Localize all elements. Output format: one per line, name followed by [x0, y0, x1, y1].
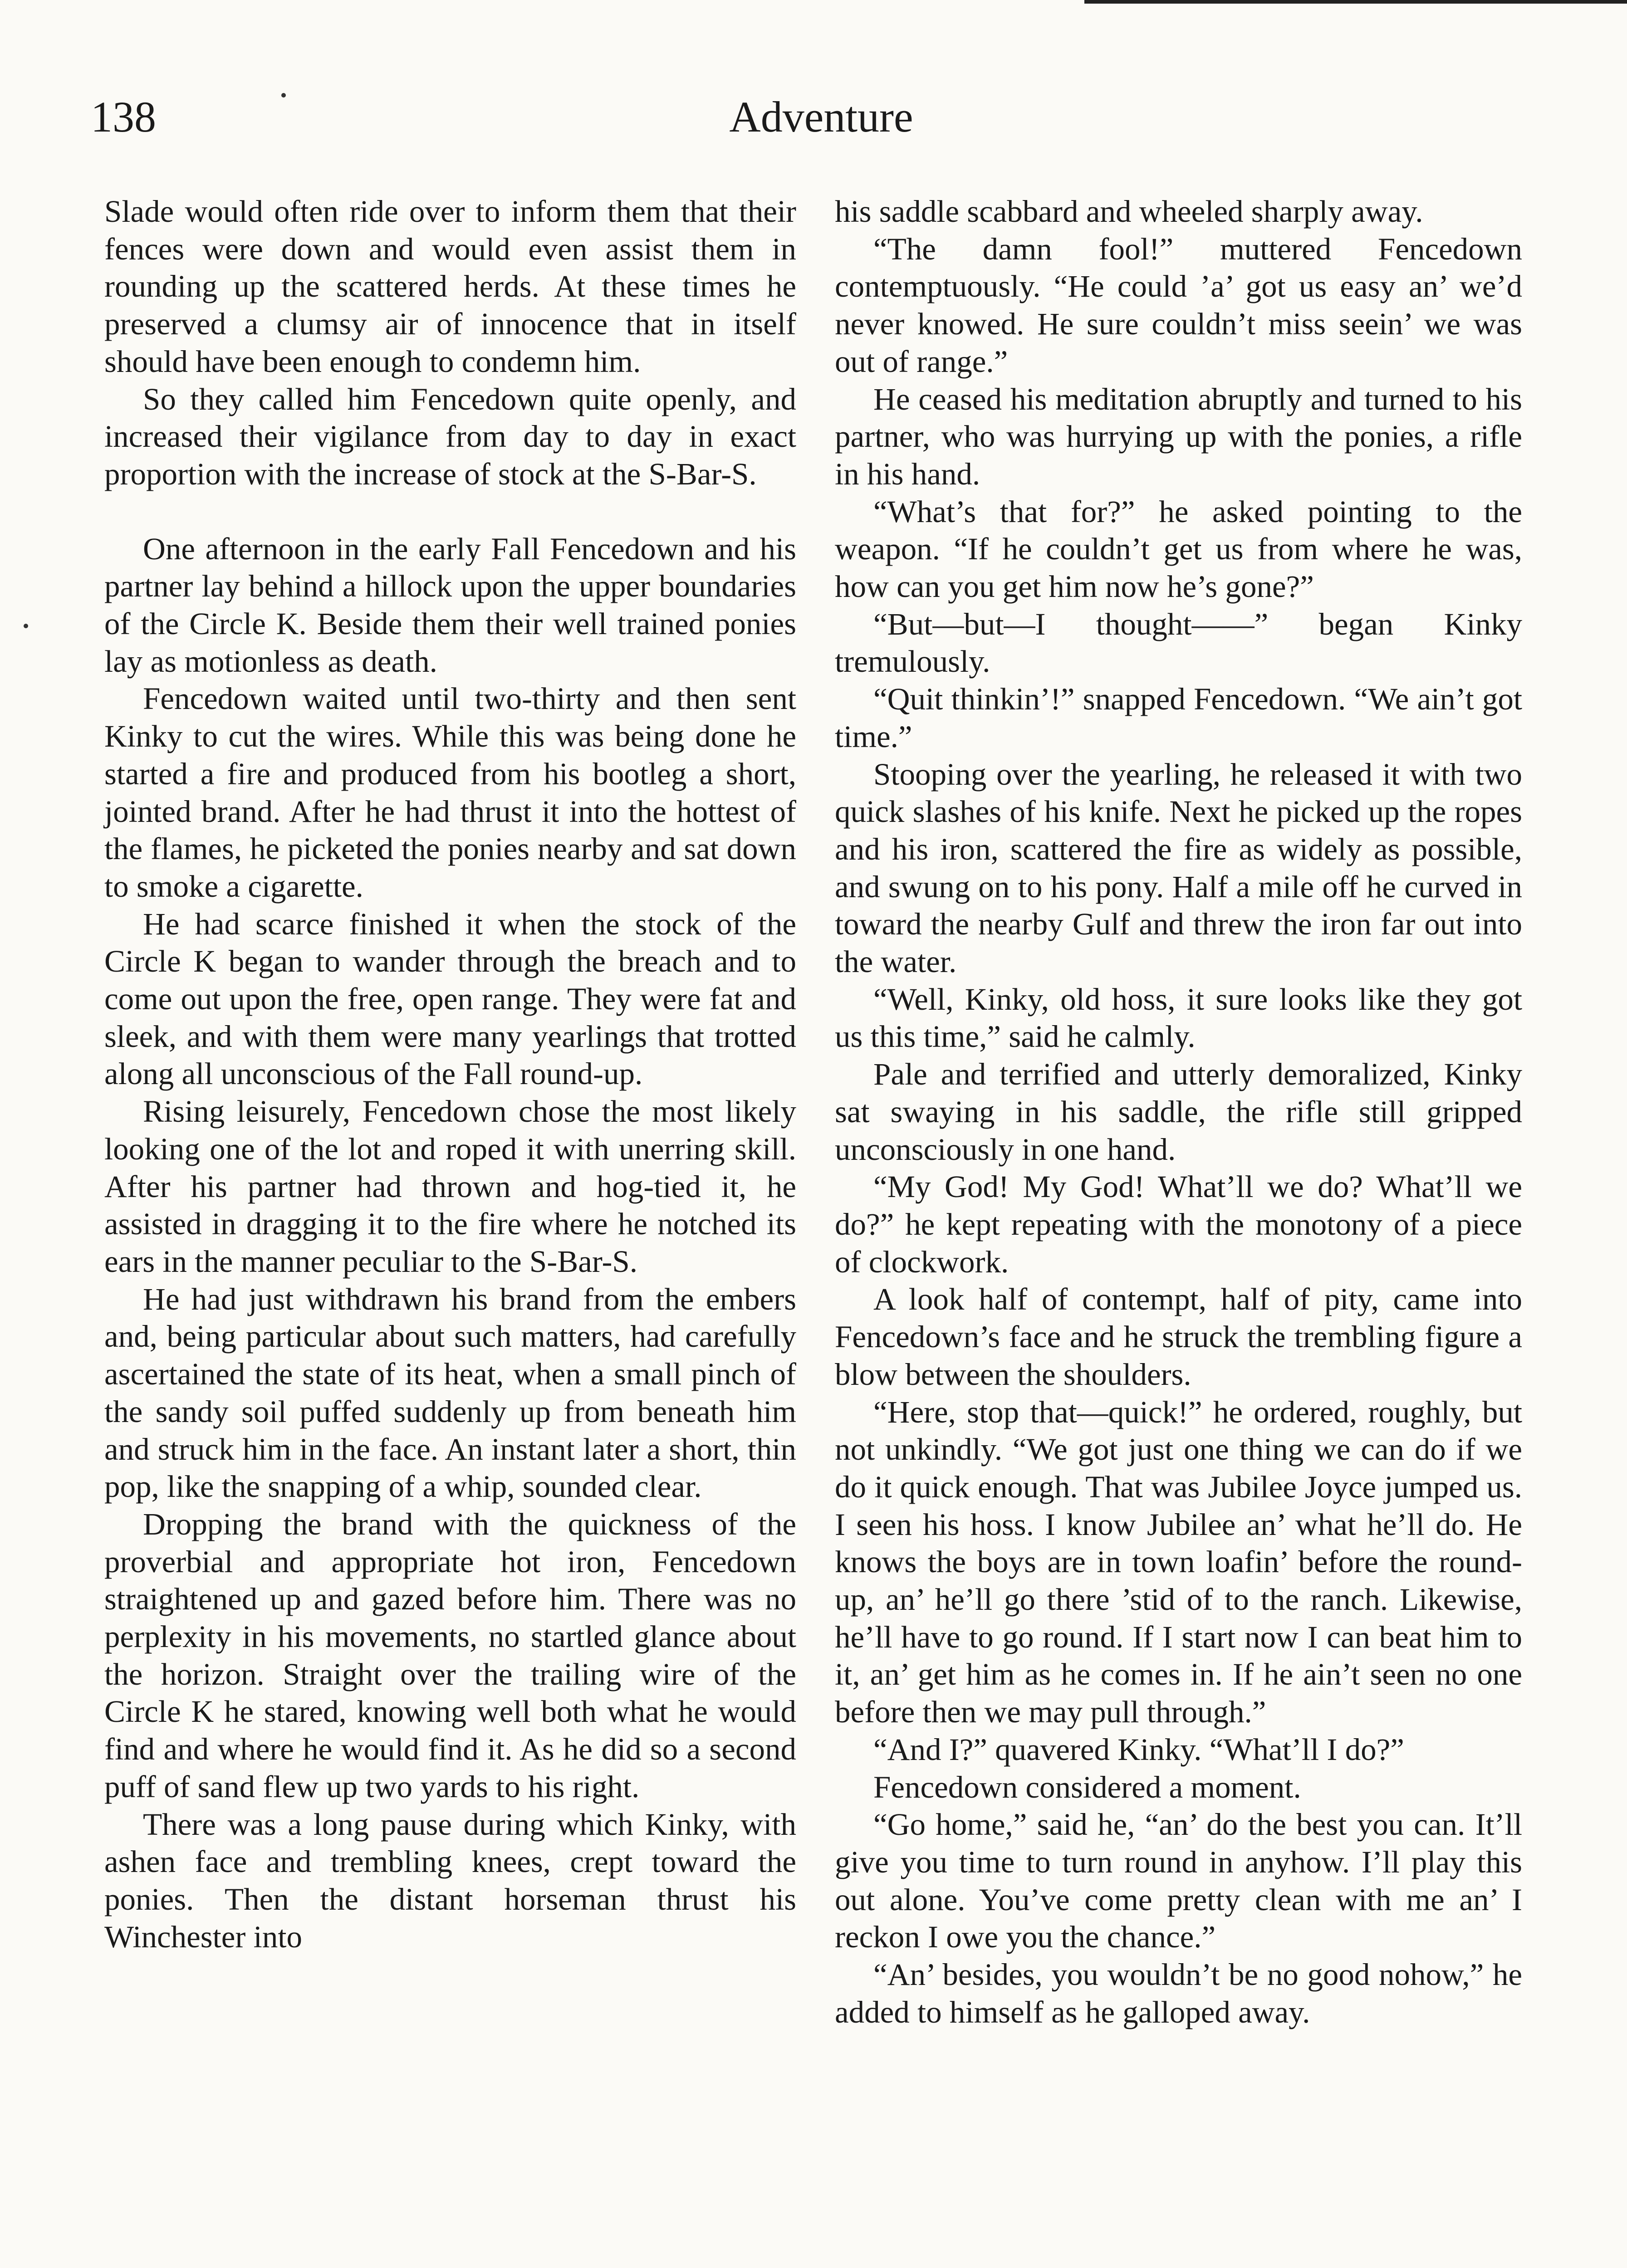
paragraph: One afternoon in the early Fall Fencedown and his partner lay behind a hillock upon the upper boundaries of the Circle K. Beside them their well trained ponies lay as motionless as death. [104, 531, 796, 679]
paragraph: “Here, stop that—quick!” he ordered, roughly, but not unkindly. “We got just one thing we can do if we do it quick enough. That was Jubilee Joyce jumped us. I seen his hoss. I know Jubilee an’ what he’ll do. He knows the boys are in town loafin’ before the round-up, an’ he’ll go there ’stid of to the ranch. Likewise, he’ll have to go round. If I start now I can beat him to it, an’ get him as he comes in. If he ain’t seen no one before then we may pull through.” [835, 1394, 1522, 1730]
paragraph: “But—but—I thought——” began Kinky tremulously. [835, 606, 1522, 679]
paragraph: Stooping over the yearling, he released it with two quick slashes of his knife. Next he picked up the ropes and his iron, scattered the fire as widely as possible, and swung on to his pony. Half a mile off he curved in toward the nearby Gulf and threw the iron far out into the water. [835, 757, 1522, 979]
paragraph: “Well, Kinky, old hoss, it sure looks like they got us this time,” said he calmly. [835, 982, 1522, 1054]
top-rule [1084, 0, 1627, 4]
paragraph: He had scarce finished it when the stock of the Circle K began to wander through the breach and to come out upon the free, open range. They were fat and sleek, and with them were many yearlings that trotted along all unconscious of the Fall round-up. [104, 906, 796, 1091]
paragraph: Rising leisurely, Fencedown chose the most likely looking one of the lot and roped it with unerring skill. After his partner had thrown and hog-tied it, he assisted in dragging it to the fire where he notched its ears in the manner peculiar to the S-Bar-S. [104, 1094, 796, 1279]
left-column [104, 193, 796, 1955]
paragraph: A look half of contempt, half of pity, came into Fencedown’s face and he struck the trembling figure a blow between the shoulders. [835, 1282, 1522, 1392]
page-number: 138 [91, 93, 156, 141]
paragraph: He had just withdrawn his brand from the embers and, being particular about such matters, had carefully ascertained the state of its heat, when a small pinch of the sandy soil puffed suddenly up from beneath him and struck him in the face. An instant later a short, thin pop, like the snapping of a whip, sounded clear. [104, 1281, 796, 1504]
running-head: Adventure [729, 93, 913, 141]
paragraph: “What’s that for?” he asked pointing to the weapon. “If he couldn’t get us from where he was, how can you get him now he’s gone?” [835, 494, 1522, 604]
ink-speck [281, 93, 286, 98]
paragraph: “Quit thinkin’!” snapped Fencedown. “We ain’t got time.” [835, 682, 1522, 754]
paragraph: Pale and terrified and utterly demoralized, Kinky sat swaying in his saddle, the rifle still gripped unconsciously in one hand. [835, 1057, 1522, 1167]
paragraph: Slade would often ride over to inform them that their fences were down and would even assist them in rounding up the scattered herds. At these times he preserved a clumsy air of innocence that in itself should have been enough to condemn him. [104, 194, 796, 379]
paragraph: Fencedown waited until two-thirty and then sent Kinky to cut the wires. While this was being done he started a fire and produced from his bootleg a short, jointed brand. After he had thrust it into the hottest of the flames, he picketed the ponies nearby and sat down to smoke a cigarette. [104, 681, 796, 904]
paragraph: “The damn fool!” muttered Fencedown contemptuously. “He could ’a’ got us easy an’ we’d never knowed. He sure couldn’t miss seein’ we was out of range.” [835, 231, 1522, 379]
paragraph: Fencedown considered a moment. [873, 1769, 1301, 1804]
paragraph: his saddle scabbard and wheeled sharply away. [835, 194, 1423, 229]
paragraph: So they called him Fencedown quite openly, and increased their vigilance from day to day in exact proportion with the increase of stock at the S-Bar-S. [104, 381, 796, 491]
paragraph: “An’ besides, you wouldn’t be no good nohow,” he added to himself as he galloped away. [835, 1957, 1522, 2029]
paragraph: He ceased his meditation abruptly and turned to his partner, who was hurrying up with the ponies, a rifle in his hand. [835, 381, 1522, 491]
paragraph: “Go home,” said he, “an’ do the best you can. It’ll give you time to turn round in anyhow. I’ll play this out alone. You’ve come pretty clean with me an’ I reckon I owe you the chance.” [835, 1807, 1522, 1955]
paragraph: Dropping the brand with the quickness of the proverbial and appropriate hot iron, Fencedown straightened up and gazed before him. There was no perplexity in his movements, no startled glance about the horizon. Straight over the trailing wire of the Circle K he stared, knowing well both what he would find and where he would find it. As he did so a second puff of sand flew up two yards to his right. [104, 1506, 796, 1804]
right-column [835, 193, 1522, 2031]
paragraph: There was a long pause during which Kinky, with ashen face and trembling knees, crept toward the ponies. Then the distant horseman thrust his Winchester into [104, 1807, 796, 1954]
ink-speck [24, 624, 28, 628]
paragraph: “And I?” quavered Kinky. “What’ll I do?” [873, 1732, 1404, 1767]
paragraph: “My God! My God! What’ll we do? What’ll we do?” he kept repeating with the monotony of a piece of clockwork. [835, 1169, 1522, 1279]
